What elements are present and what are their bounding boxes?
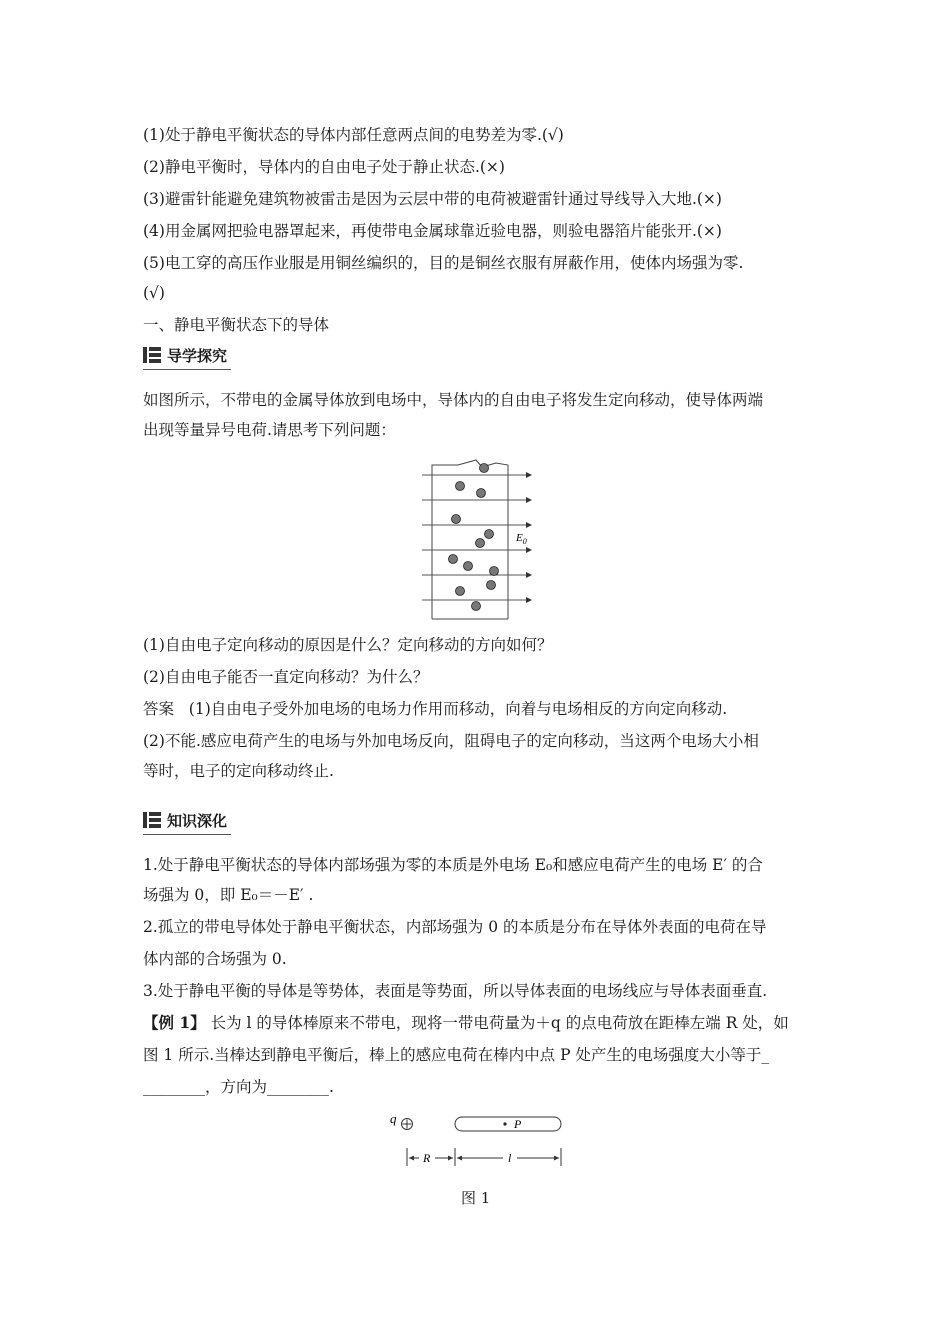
answer-line-1 — [143, 698, 727, 720]
example-line-3: ________，方向为________. — [143, 1078, 334, 1096]
point-label: P — [514, 1117, 522, 1131]
tag-deepen-label: 知识深化 — [167, 811, 228, 830]
question-2: (2)自由电子能否一直定向移动？为什么？ — [143, 668, 429, 686]
figure-1-caption: 图 1 — [461, 1189, 491, 1207]
question-1: (1)自由电子定向移动的原因是什么？定向移动的方向如何？ — [143, 636, 553, 654]
explore-text-1: 如图所示，不带电的金属导体放到电场中，导体内的自由电子将发生定向移动，使导体两端 — [143, 391, 764, 409]
judgement-3: (3)避雷针能避免建筑物被雷击是因为云层中带的电荷被避雷针通过导线导入大地.(×) — [143, 190, 722, 208]
answer-text-1: (1)自由电子受外加电场的电场力作用而移动，向着与电场相反的方向定向移动. — [188, 700, 728, 718]
example-label: 【例 1】 — [143, 1013, 206, 1032]
tag-deepen — [143, 808, 227, 832]
deepen-line-3: 2.孤立的带电导体处于静电平衡状态，内部场强为 0 的本质是分布在导体外表面的电荷在导 — [143, 918, 767, 936]
explore-text-2: 出现等量异号电荷.请思考下列问题： — [143, 421, 396, 439]
tag-bars-icon — [143, 347, 161, 363]
distance-r-label: R — [423, 1151, 431, 1165]
judgement-1: (1)处于静电平衡状态的导体内部任意两点间的电势差为零.(√) — [143, 126, 564, 144]
example-line-1 — [143, 1012, 789, 1034]
deepen-line-5: 3.处于静电平衡的导体是等势体，表面是等势面，所以导体表面的电场线应与导体表面垂直. — [143, 982, 768, 1000]
judgement-2: (2)静电平衡时，导体内的自由电子处于静止状态.(×) — [143, 158, 505, 176]
example-line-2: 图 1 所示.当棒达到静电平衡后，棒上的感应电荷在棒内中点 P 处产生的电场强度大小等于_ — [143, 1046, 770, 1064]
tag-explore — [143, 343, 227, 367]
judgement-5: (5)电工穿的高压作业服是用铜丝编织的，目的是铜丝衣服有屏蔽作用，使体内场强为零. — [143, 254, 744, 272]
judgement-5-mark: (√) — [143, 284, 165, 302]
charge-label: q — [390, 1111, 397, 1126]
field-label: $E_0$ — [516, 532, 527, 546]
distance-l-label: l — [508, 1151, 512, 1165]
deepen-line-1: 1.处于静电平衡状态的导体内部场强为零的本质是外电场 E₀和感应电荷产生的电场 E′ 的合 — [143, 856, 763, 874]
judgement-4: (4)用金属网把验电器罩起来，再使带电金属球靠近验电器，则验电器箔片能张开.(×) — [143, 222, 722, 240]
tag-bars-icon — [143, 812, 161, 828]
deepen-line-4: 体内部的合场强为 0. — [143, 950, 287, 968]
section-heading: 一、静电平衡状态下的导体 — [143, 316, 330, 334]
example-text-1: 长为 l 的导体棒原来不带电，现将一带电荷量为＋q 的点电荷放在距棒左端 R 处，如 — [205, 1014, 789, 1032]
answer-line-3: 等时，电子的定向移动终止. — [143, 762, 334, 780]
tag-explore-label: 导学探究 — [167, 346, 228, 365]
tag-underline — [143, 369, 231, 370]
figure-1-rod — [385, 1108, 570, 1170]
answer-line-2: (2)不能.感应电荷产生的电场与外加电场反向，阻碍电子的定向移动，当这两个电场大小相 — [143, 732, 759, 750]
tag-underline — [143, 834, 231, 835]
deepen-line-2: 场强为 0，即 E₀＝－E′ . — [143, 886, 314, 904]
conductor-field-figure — [418, 457, 540, 623]
answer-label: 答案 — [143, 700, 175, 718]
